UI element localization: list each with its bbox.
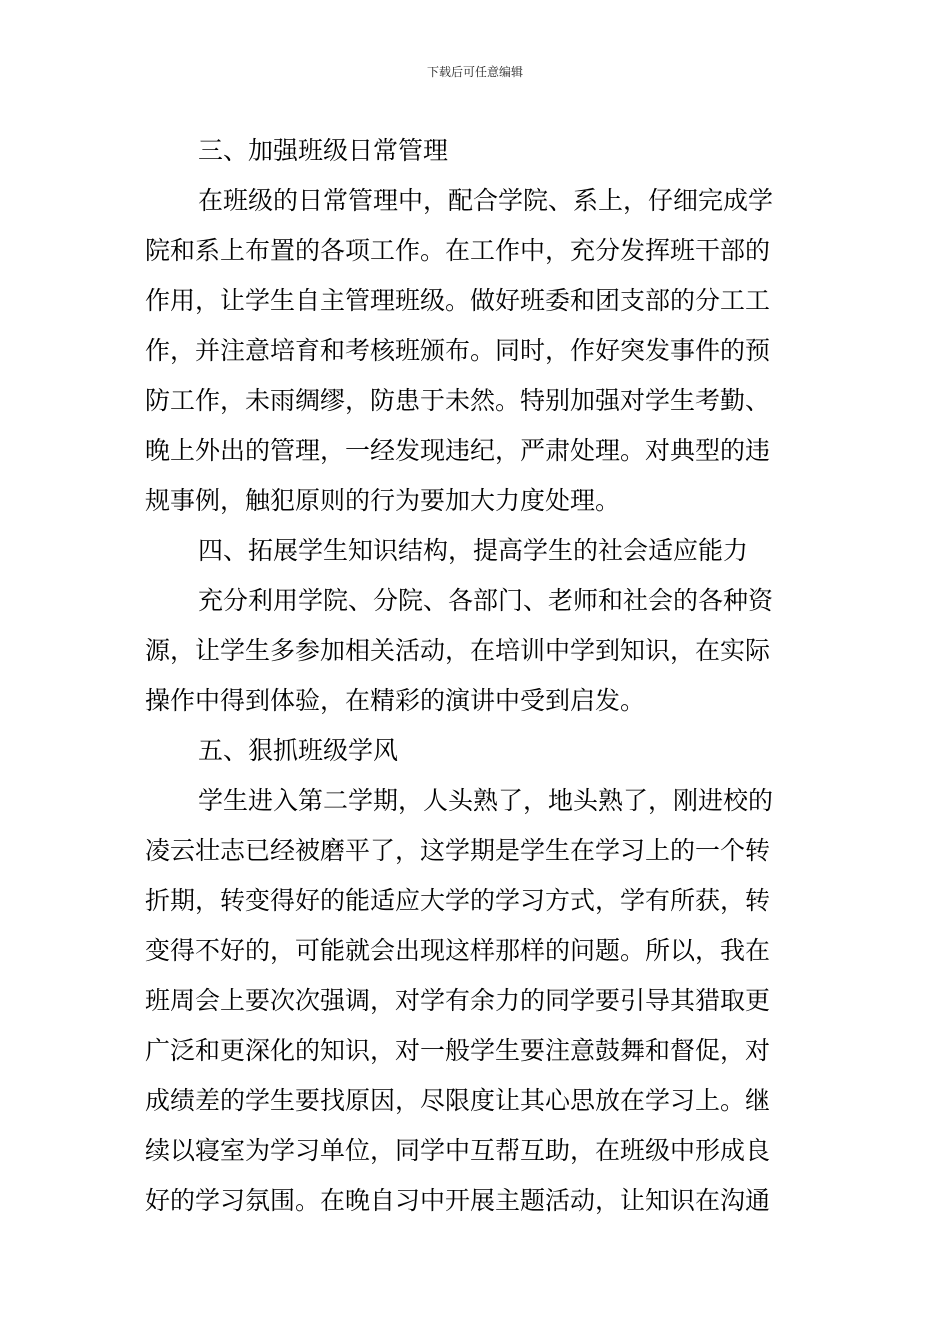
paragraph-line: 源，让学生多参加相关活动，在培训中学到知识，在实际 — [145, 636, 771, 665]
document-body — [145, 126, 807, 1226]
paragraph-line: 晚上外出的管理，一经发现违纪，严肃处理。对典型的违 — [145, 436, 771, 465]
paragraph-line: 充分利用学院、分院、各部门、老师和社会的各种资 — [198, 586, 774, 615]
paragraph-line: 操作中得到体验，在精彩的演讲中受到启发。 — [145, 686, 646, 715]
paragraph-line: 成绩差的学生要找原因，尽限度让其心思放在学习上。继 — [145, 1086, 771, 1115]
paragraph-line: 凌云壮志已经被磨平了，这学期是学生在学习上的一个转 — [145, 836, 771, 865]
section-heading: 五、狠抓班级学风 — [198, 736, 399, 765]
paragraph-line: 广泛和更深化的知识，对一般学生要注意鼓舞和督促，对 — [145, 1036, 771, 1065]
paragraph-line: 折期，转变得好的能适应大学的学习方式，学有所获，转 — [145, 886, 771, 915]
paragraph-line: 班周会上要次次强调，对学有余力的同学要引导其猎取更 — [145, 986, 771, 1015]
paragraph-line: 作，并注意培育和考核班颁布。同时，作好突发事件的预 — [145, 336, 771, 365]
paragraph-line: 好的学习氛围。在晚自习中开展主题活动，让知识在沟通 — [145, 1186, 771, 1215]
paragraph-line: 变得不好的，可能就会出现这样那样的问题。所以，我在 — [145, 936, 771, 965]
paragraph-line: 规事例，触犯原则的行为要加大力度处理。 — [145, 486, 621, 515]
paragraph-line: 续以寝室为学习单位，同学中互帮互助，在班级中形成良 — [145, 1136, 771, 1165]
paragraph-line: 学生进入第二学期，人头熟了，地头熟了，刚进校的 — [198, 786, 774, 815]
paragraph-line: 作用，让学生自主管理班级。做好班委和团支部的分工工 — [145, 286, 771, 315]
paragraph-line: 在班级的日常管理中，配合学院、系上，仔细完成学 — [198, 186, 774, 215]
section-heading: 四、拓展学生知识结构，提高学生的社会适应能力 — [198, 536, 749, 565]
page-header-note: 下载后可任意编辑 — [426, 65, 523, 79]
paragraph-line: 防工作，未雨绸缪，防患于未然。特别加强对学生考勤、 — [145, 386, 771, 415]
section-heading: 三、加强班级日常管理 — [198, 136, 449, 165]
paragraph-line: 院和系上布置的各项工作。在工作中，充分发挥班干部的 — [145, 236, 771, 265]
